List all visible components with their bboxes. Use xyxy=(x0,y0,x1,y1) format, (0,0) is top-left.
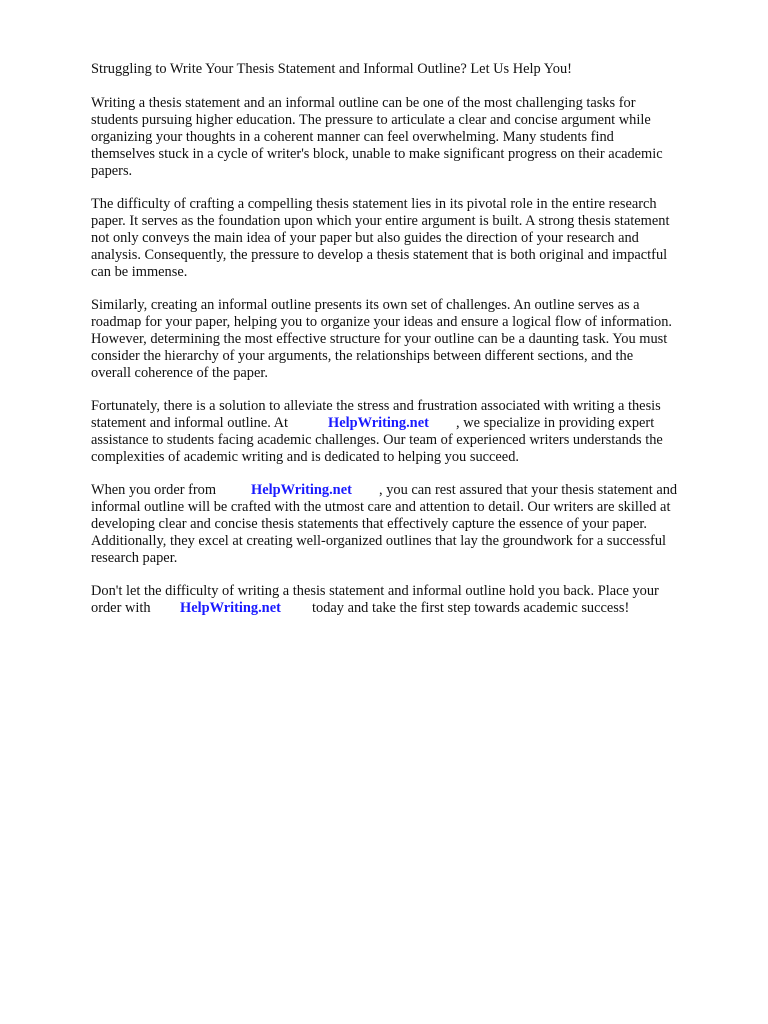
paragraph-line: research paper. xyxy=(91,550,178,566)
paragraph-line: The difficulty of crafting a compelling thesis statement lies in its pivotal role in the entire research xyxy=(91,196,657,212)
paragraph-line: themselves stuck in a cycle of writer's block, unable to make significant progress on their academic xyxy=(91,146,663,162)
paragraph-line: consider the hierarchy of your arguments, the relationships between different sections, and the xyxy=(91,348,634,364)
paragraph-line: Similarly, creating an informal outline presents its own set of challenges. An outline serves as a xyxy=(91,297,640,313)
paragraph-line: statement and informal outline. At xyxy=(91,415,289,431)
paragraph-line: , we specialize in providing expert xyxy=(456,415,655,431)
helpwriting-link[interactable]: HelpWriting.net xyxy=(328,415,429,431)
paragraph-line: Don't let the difficulty of writing a thesis statement and informal outline hold you back. Place your xyxy=(91,583,659,599)
paragraph-line: informal outline will be crafted with the utmost care and attention to detail. Our writers are skilled at xyxy=(91,499,671,515)
paragraph-line: developing clear and concise thesis statements that effectively capture the essence of your paper. xyxy=(91,516,647,532)
paragraph-line: When you order from xyxy=(91,482,217,498)
paragraph-line: Fortunately, there is a solution to alleviate the stress and frustration associated with writing a thesis xyxy=(91,398,661,414)
paragraph-line: today and take the first step towards academic success! xyxy=(312,600,630,616)
paragraph-line: roadmap for your paper, helping you to organize your ideas and ensure a logical flow of information. xyxy=(91,314,673,330)
paragraph-line: overall coherence of the paper. xyxy=(91,365,268,381)
paragraph-line: papers. xyxy=(91,163,133,179)
paragraph-line: can be immense. xyxy=(91,264,188,280)
paragraph-line: , you can rest assured that your thesis statement and xyxy=(379,482,678,498)
paragraph-line: students pursuing higher education. The pressure to articulate a clear and concise argument while xyxy=(91,112,651,128)
paragraph-line: analysis. Consequently, the pressure to develop a thesis statement that is both original and impactful xyxy=(91,247,668,263)
paragraph-line: assistance to students facing academic challenges. Our team of experienced writers understands the xyxy=(91,432,663,448)
paragraph-line: organizing your thoughts in a coherent manner can feel overwhelming. Many students find xyxy=(91,129,614,145)
paragraph-line: Additionally, they excel at creating well-organized outlines that lay the groundwork for a successful xyxy=(91,533,667,549)
helpwriting-link[interactable]: HelpWriting.net xyxy=(251,482,352,498)
document-title: Struggling to Write Your Thesis Statement and Informal Outline? Let Us Help You! xyxy=(91,61,572,77)
paragraph-line: Writing a thesis statement and an informal outline can be one of the most challenging tasks for xyxy=(91,95,636,111)
helpwriting-link[interactable]: HelpWriting.net xyxy=(180,600,281,616)
paragraph-line: complexities of academic writing and is dedicated to helping you succeed. xyxy=(91,449,519,465)
paragraph-line: order with xyxy=(91,600,151,616)
paragraph-line: paper. It serves as the foundation upon which your entire argument is built. A strong thesis statement xyxy=(91,213,670,229)
paragraph-line: not only conveys the main idea of your paper but also guides the direction of your research and xyxy=(91,230,639,246)
paragraph-line: However, determining the most effective structure for your outline can be a daunting task. You must xyxy=(91,331,668,347)
